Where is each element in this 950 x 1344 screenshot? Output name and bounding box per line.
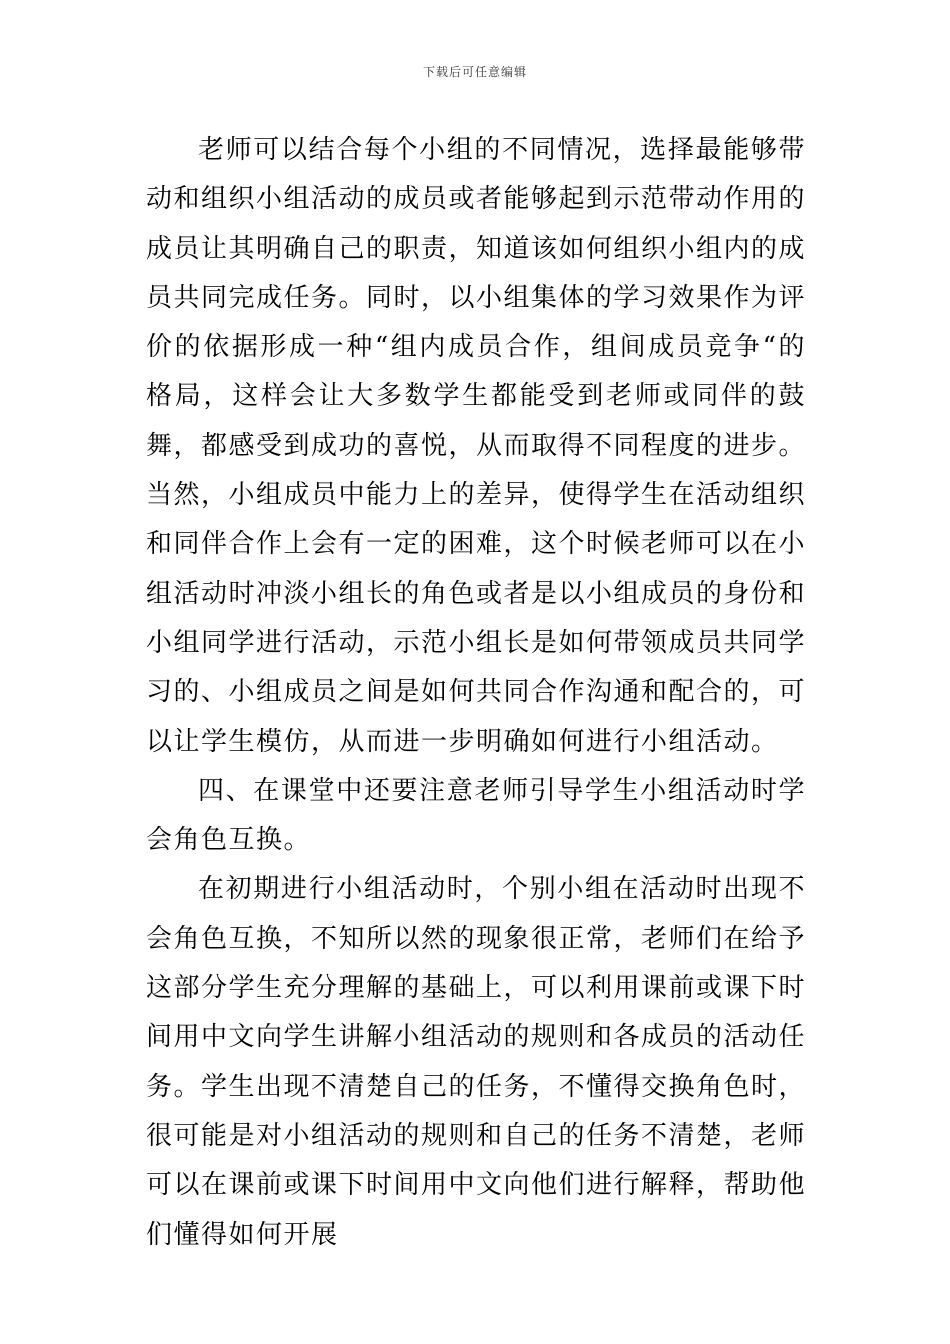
- page-header: 下载后可任意编辑: [422, 65, 527, 79]
- section-heading-role-exchange: 四、在课堂中还要注意老师引导学生小组活动时学会角色互换。: [146, 775, 806, 856]
- paragraph-early-group-activities: 在初期进行小组活动时，个别小组在活动时出现不会角色互换，不知所以然的现象很正常，老师们在给予这部分学生充分理解的基础上，可以利用课前或课下时间用中文向学生讲解小组活动的规则和各成员的活动任务。学生出现不清楚自己的任务，不懂得交换角色时，很可能是对小组活动的规则和自己的任务不清楚，老师可以在课前或课下时间用中文向他们进行解释，帮助他们懂得如何开展: [146, 874, 807, 1250]
- paragraph-group-leader-role: 老师可以结合每个小组的不同情况，选择最能够带动和组织小组活动的成员或者能够起到示范带动作用的成员让其明确自己的职责，知道该如何组织小组内的成员共同完成任务。同时，以小组集体的学习效果作为评价的依据形成一种“组内成员合作，组间成员竞争“的格局，这样会让大多数学生都能受到老师或同伴的鼓舞，都感受到成功的喜悦，从而取得不同程度的进步。当然，小组成员中能力上的差异，使得学生在活动组织和同伴合作上会有一定的困难，这个时候老师可以在小组活动时冲淡小组长的角色或者是以小组成员的身份和小组同学进行活动，示范小组长是如何带领成员共同学习的、小组成员之间是如何共同合作沟通和配合的，可以让学生模仿，从而进一步明确如何进行小组活动。: [146, 135, 807, 757]
- document-body: [146, 126, 806, 1260]
